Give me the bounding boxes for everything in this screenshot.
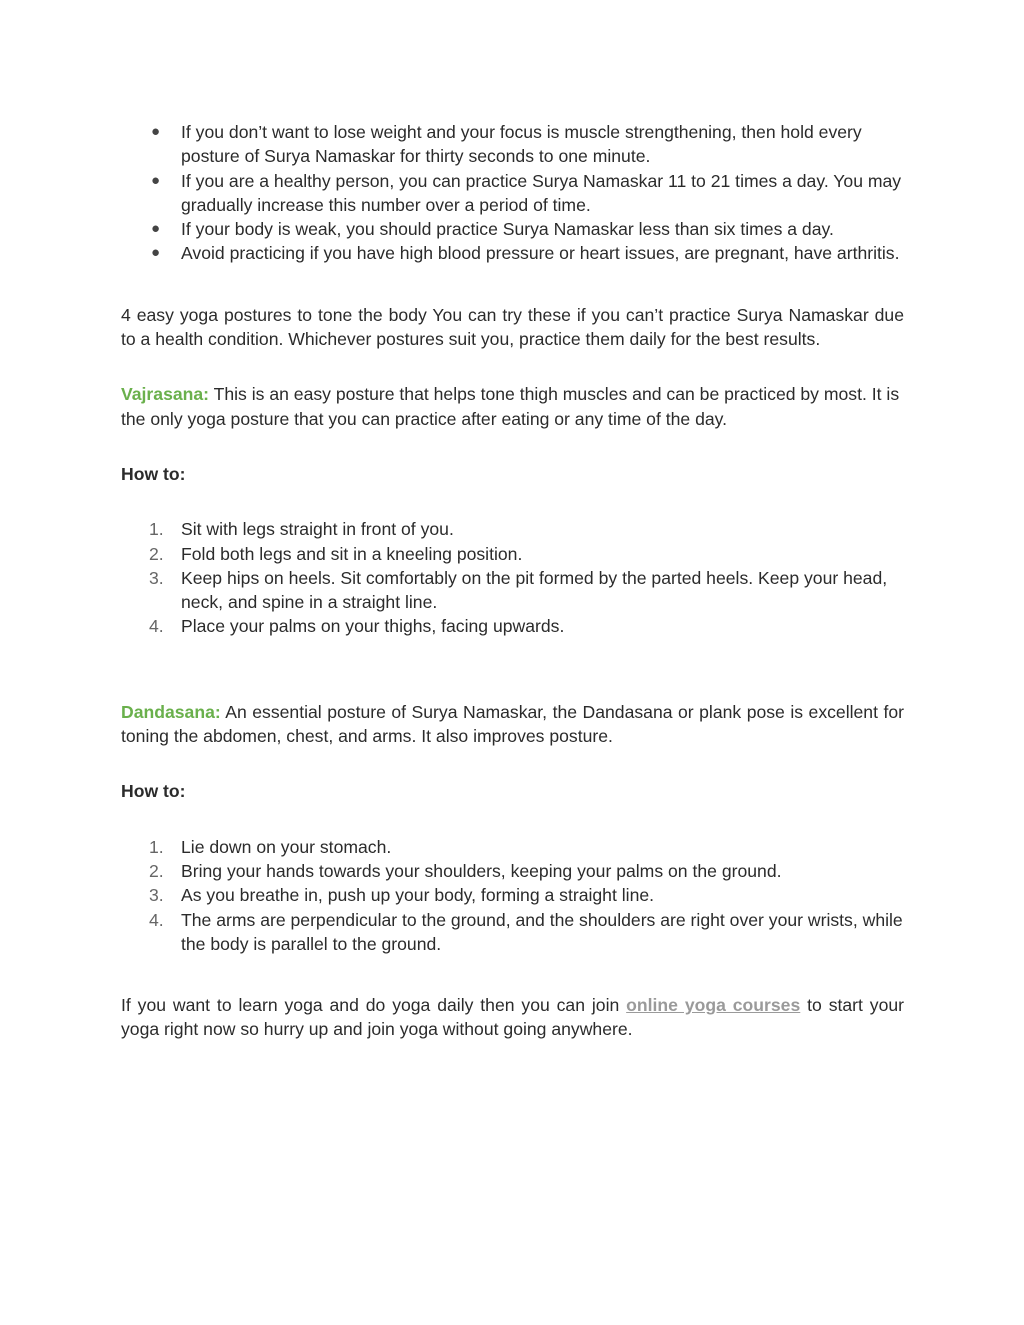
dandasana-steps-list (121, 835, 904, 956)
tips-bullet-list (121, 120, 904, 266)
dandasana-paragraph (121, 700, 904, 749)
bullet-icon: ● (151, 244, 161, 262)
step-number: 3. (149, 567, 164, 588)
bullet-icon: ● (151, 220, 161, 238)
dandasana-heading: Dandasana: (121, 701, 221, 722)
vajrasana-steps-list (121, 517, 904, 638)
step-number: 3. (149, 885, 164, 906)
bullet-icon: ● (151, 171, 161, 189)
intro-paragraph: 4 easy yoga postures to tone the body You can try these if you can’t practice Surya Namaskar due to a health condition. Whichever postures suit you, practice them daily for the best results. (121, 304, 904, 350)
vajrasana-description: This is an easy posture that helps tone thigh muscles and can be practiced by most. It is the only yoga posture that you can practice after eating or any time of the day. (121, 384, 900, 429)
list-item: 2. Fold both legs and sit in a kneeling position. (121, 542, 904, 566)
step-number: 1. (149, 836, 164, 857)
list-item: ● If you don’t want to lose weight and your focus is muscle strengthening, then hold every posture of Surya Namaskar for thirty seconds to one minute. (151, 122, 862, 167)
vajrasana-howto-label: How to: (121, 463, 186, 484)
step-number: 4. (149, 616, 164, 637)
step-number: 2. (149, 543, 164, 564)
step-number: 1. (149, 519, 164, 540)
step-number: 4. (149, 909, 164, 930)
list-item: ● Avoid practicing if you have high blood pressure or heart issues, are pregnant, have arthritis. (121, 241, 904, 265)
closing-paragraph: If you want to learn yoga and do yoga daily then you can join online yoga courses to start your yoga right now so hurry up and join yoga without going anywhere. (121, 995, 905, 1040)
dandasana-description: An essential posture of Surya Namaskar, the Dandasana or plank pose is excellent for toning the abdomen, chest, and arms. It also improves posture. (121, 701, 904, 747)
list-item: 3. Keep hips on heels. Sit comfortably on the pit formed by the parted heels. Keep your head, neck, and spine in a straight line. (149, 567, 888, 613)
list-item: ● If your body is weak, you should practice Surya Namaskar less than six times a day. (121, 217, 904, 241)
list-item: 2. Bring your hands towards your shoulders, keeping your palms on the ground. (121, 859, 904, 883)
step-number: 2. (149, 860, 164, 881)
list-item: 4. Place your palms on your thighs, facing upwards. (121, 614, 904, 638)
list-item: 3. As you breathe in, push up your body, forming a straight line. (121, 883, 904, 907)
vajrasana-heading: Vajrasana: (121, 384, 210, 405)
dandasana-howto-label: How to: (121, 781, 186, 802)
document-content (121, 120, 904, 1042)
list-item: 1. Sit with legs straight in front of you. (121, 517, 904, 541)
list-item: 4. The arms are perpendicular to the ground, and the shoulders are right over your wrists, while the body is parallel to the ground. (149, 909, 903, 954)
list-item: ● If you are a healthy person, you can practice Surya Namaskar 11 to 21 times a day. You may gradually increase this number over a period of time. (151, 170, 902, 215)
list-item: 1. Lie down on your stomach. (121, 835, 904, 859)
bullet-icon: ● (151, 123, 161, 140)
vajrasana-paragraph (121, 382, 904, 431)
online-yoga-courses-link[interactable]: online yoga courses (626, 995, 801, 1016)
